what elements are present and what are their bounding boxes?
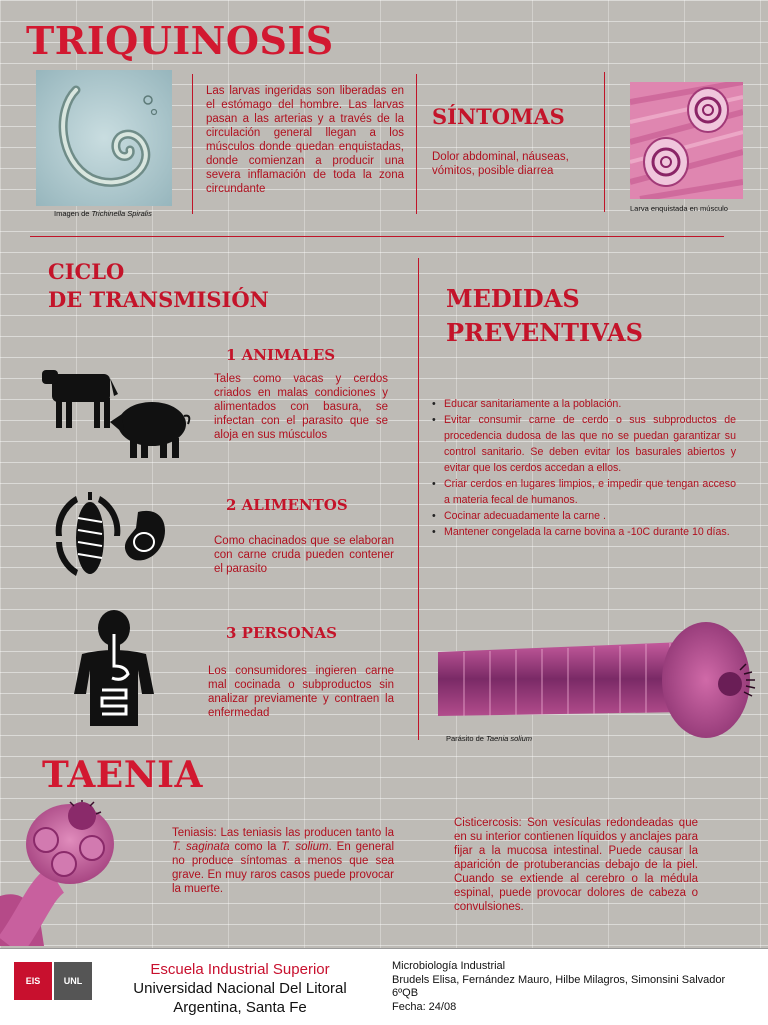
medidas-item: • Evitar consumir carne de cerdo o sus subproductos de procedencia dudosa de las que no se puedan garantizar su control sanitario. Se deben evitar los basurales abiertos y evitar que los cerdos accedan a ellos. (444, 412, 736, 476)
divider (604, 72, 605, 212)
ciclo-item-heading: 1 ANIMALES (226, 346, 336, 364)
credits-block (392, 960, 764, 1014)
medidas-item: • Mantener congelada la carne bovina a -10C durante 10 días. (444, 524, 736, 540)
medidas-heading-line2: PREVENTIVAS (446, 318, 643, 347)
course: 6ºQB (392, 987, 419, 999)
ciclo-heading (48, 258, 269, 314)
ciclo-item-heading: 3 PERSONAS (226, 624, 337, 642)
taenia-solium-image (434, 612, 760, 748)
cow-pig-icon (42, 364, 192, 464)
taenia-heading: TAENIA (42, 754, 203, 796)
taenia-head-image (0, 800, 120, 946)
school-name: Escuela Industrial Superior (150, 961, 330, 978)
divider (192, 74, 193, 214)
section-divider (30, 236, 724, 237)
medidas-heading-line1: MEDIDAS (446, 284, 580, 313)
divider (418, 258, 419, 740)
medidas-item: • Criar cerdos en lugares limpios, e impedir que tengan acceso a materia fecal de humanos. (444, 476, 736, 508)
ciclo-item-text: Como chacinados que se elaboran con carne cruda pueden contener el parasito (214, 535, 394, 575)
ciclo-item-text: Los consumidores ingieren carne mal cocinada o subproductos sin analizar previamente y contraen la enfermedad (208, 665, 394, 719)
sintomas-heading: SÍNTOMAS (432, 104, 565, 129)
intro-text: Las larvas ingeridas son liberadas en el estómago del hombre. Las larvas pasan a las arterias y a través de la circulación general llegan a los músculos donde quedan enquistadas, donde comienzan a producir una severa inflamación de toda la zona circundante (206, 85, 404, 195)
institution-block (110, 960, 370, 1017)
medidas-heading (446, 282, 643, 350)
cisticercosis-text: Cisticercosis: Son vesículas redondeadas que en su interior contienen líquidos y anclajes para fijar a la mucosa intestinal. Puede causar la aparición de protuberancias debajo de la piel. Cuando se extiende al cerebro o la médula espinal, puede provocar dolores de cabeza o convulsiones. (454, 817, 698, 913)
ciclo-heading-line1: CICLO (48, 259, 125, 284)
medidas-item: • Educar sanitariamente a la población. (444, 396, 736, 412)
ciclo-heading-line2: DE TRANSMISIÓN (48, 287, 269, 312)
sausage-ham-icon (52, 492, 170, 580)
eis-logo: EIS (14, 962, 52, 1000)
authors: Brudels Elisa, Fernández Mauro, Hilbe Milagros, Simonsini Salvador (392, 973, 726, 986)
university-name: Universidad Nacional Del Litoral (133, 980, 347, 997)
taenia-solium-caption: Parásito de Taenia solium (446, 734, 533, 743)
ciclo-item-text: Tales como vacas y cerdos criados en malas condiciones y alimentados con basura, se infectan con el parasito que se aloja en sus músculos (214, 373, 388, 441)
medidas-list (430, 396, 736, 540)
location: Argentina, Santa Fe (173, 999, 307, 1016)
sintomas-text: Dolor abdominal, náuseas, vómitos, posible diarrea (432, 151, 569, 177)
divider (416, 74, 417, 214)
larva-muscle-caption: Larva enquistada en músculo (630, 204, 728, 213)
teniasis-text: Teniasis: Las teniasis las producen tanto la T. saginata como la T. solium. En general no produce síntomas a menos que sea grave. En muy raros casos puede provocar la muerte. (172, 827, 395, 895)
larva-muscle-image (630, 82, 743, 199)
date: Fecha: 24/08 (392, 1000, 457, 1013)
subject: Microbiología Industrial (392, 960, 506, 972)
trichinella-image (36, 70, 172, 206)
unl-logo: UNL (54, 962, 92, 1000)
ciclo-item-heading: 2 ALIMENTOS (226, 496, 348, 514)
trichinella-caption: Imagen de Trichinella Spiralis (54, 209, 152, 218)
medidas-item: • Cocinar adecuadamente la carne . (444, 508, 736, 524)
digestive-system-icon (72, 610, 156, 726)
page-title: TRIQUINOSIS (26, 18, 334, 63)
